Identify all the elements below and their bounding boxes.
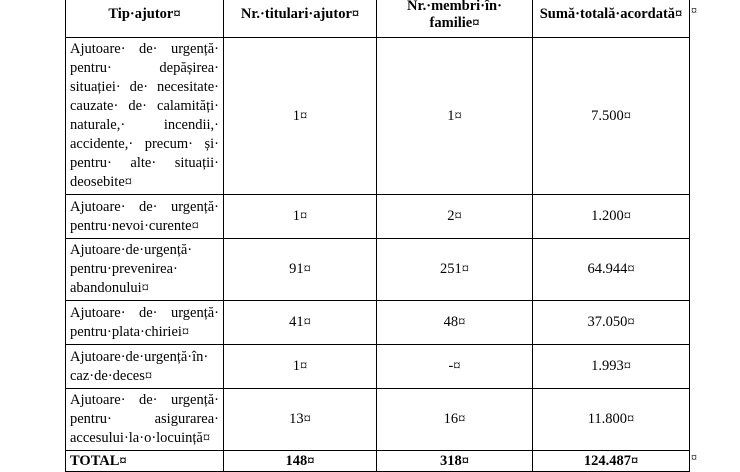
table-row: [66, 345, 690, 389]
membri-cell: 1¤: [377, 38, 533, 195]
total-titulari: 148¤: [224, 451, 377, 472]
total-membri: 318¤: [377, 451, 533, 472]
table-row: [66, 195, 690, 239]
aid-table: [65, 0, 690, 472]
suma-cell: 1.993¤: [533, 345, 690, 389]
header-tip-ajutor: Tip·ajutor¤: [66, 0, 224, 38]
suma-cell: 64.944¤: [533, 239, 690, 301]
table-row: [66, 389, 690, 451]
titulari-cell: 13¤: [224, 389, 377, 451]
aid-type-cell: Ajutoare·de·urgență· pentru·prevenirea· abandonului¤: [66, 239, 224, 301]
header-nr-titulari: Nr.·titulari·ajutor¤: [224, 0, 377, 38]
header-suma-totala: Sumă·totală·acordată¤: [533, 0, 690, 38]
membri-cell: 251¤: [377, 239, 533, 301]
membri-cell: -¤: [377, 345, 533, 389]
membri-cell: 2¤: [377, 195, 533, 239]
total-suma: 124.487¤: [533, 451, 690, 472]
suma-cell: 1.200¤: [533, 195, 690, 239]
aid-type-cell: Ajutoare· de· urgență· pentru· depășirea· situației· de· necesitate· cauzate· de· calamități· naturale,· incendii,· accidente,· precum· și· pentru· alte· situații· deosebite¤: [66, 38, 224, 195]
table-row: [66, 239, 690, 301]
titulari-cell: 1¤: [224, 195, 377, 239]
total-label: TOTAL¤: [66, 451, 224, 472]
aid-type-cell: Ajutoare· de· urgență· pentru· asigurarea· accesului·la·o·locuință¤: [66, 389, 224, 451]
end-of-row-mark-total: ¤: [691, 450, 697, 464]
membri-cell: 16¤: [377, 389, 533, 451]
membri-cell: 48¤: [377, 301, 533, 345]
header-nr-membri-text: Nr.·membri·în· familie¤: [407, 0, 502, 31]
titulari-cell: 1¤: [224, 38, 377, 195]
suma-cell: 37.050¤: [533, 301, 690, 345]
header-nr-membri: [377, 0, 533, 38]
suma-cell: 11.800¤: [533, 389, 690, 451]
titulari-cell: 1¤: [224, 345, 377, 389]
aid-type-cell: Ajutoare·de·urgență·în· caz·de·deces¤: [66, 345, 224, 389]
total-row: [66, 451, 690, 472]
table-header-row: [66, 0, 690, 38]
table-row: [66, 38, 690, 195]
titulari-cell: 91¤: [224, 239, 377, 301]
end-of-row-mark: ¤: [691, 3, 697, 17]
titulari-cell: 41¤: [224, 301, 377, 345]
table-row: [66, 301, 690, 345]
aid-type-cell: Ajutoare· de· urgență· pentru·plata·chiriei¤: [66, 301, 224, 345]
aid-type-cell: Ajutoare· de· urgență· pentru·nevoi·curente¤: [66, 195, 224, 239]
suma-cell: 7.500¤: [533, 38, 690, 195]
